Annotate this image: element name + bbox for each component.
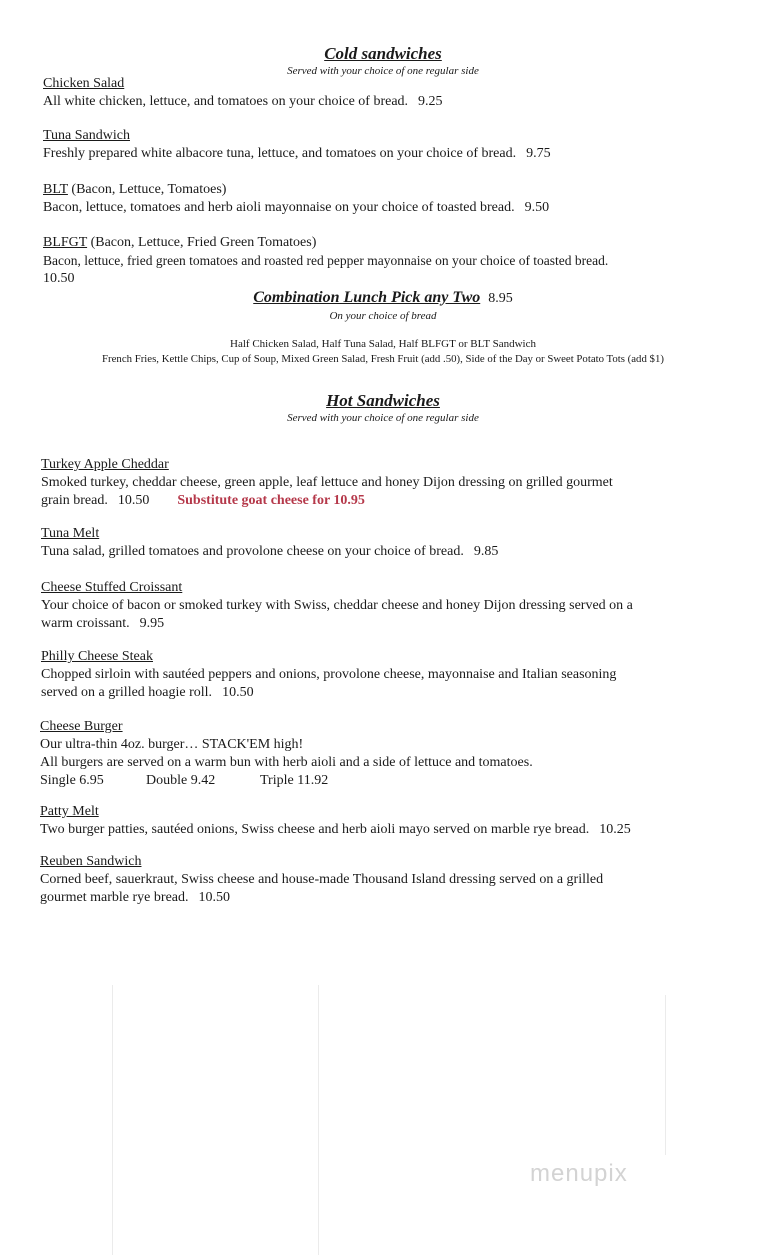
item-price: 10.50 xyxy=(222,685,254,700)
item-desc: All white chicken, lettuce, and tomatoes on your choice of bread. xyxy=(43,94,409,109)
item-price: 9.85 xyxy=(473,544,499,559)
menu-item-cheese-stuffed-croissant xyxy=(41,579,633,633)
item-desc: Your choice of bacon or smoked turkey with Swiss, cheddar cheese and honey Dijon dressing served on a xyxy=(41,598,633,613)
item-price: 10.50 xyxy=(117,493,150,508)
menu-item-blfgt xyxy=(43,234,608,288)
menu-item-cheese-burger xyxy=(40,718,533,790)
item-price: 9.75 xyxy=(526,146,551,161)
item-desc: Bacon, lettuce, fried green tomatoes and roasted red pepper mayonnaise on your choice of toasted bread. xyxy=(43,253,609,268)
scan-artifact xyxy=(318,985,319,1255)
size-single-price: Single 6.95 xyxy=(40,773,104,788)
scan-artifact xyxy=(665,995,666,1155)
menu-item-philly-cheese-steak xyxy=(41,648,616,702)
item-desc-cont: All burgers are served on a warm bun with herb aioli and a side of lettuce and tomatoes. xyxy=(40,755,533,770)
menu-item-blt xyxy=(43,181,549,217)
item-name: Chicken Salad xyxy=(43,76,125,91)
item-paren: (Bacon, Lettuce, Fried Green Tomatoes) xyxy=(90,235,317,250)
item-name: Patty Melt xyxy=(40,804,99,819)
combo-side-options: French Fries, Kettle Chips, Cup of Soup, Mixed Green Salad, Fresh Fruit (add .50), Side of the Day or Sweet Potato Tots (add $1) xyxy=(102,353,664,365)
combo-section xyxy=(0,288,766,323)
item-name: Tuna Sandwich xyxy=(43,128,130,143)
item-desc: Tuna salad, grilled tomatoes and provolone cheese on your choice of bread. xyxy=(41,544,464,559)
item-desc: Corned beef, sauerkraut, Swiss cheese and house-made Thousand Island dressing served on a grilled xyxy=(40,872,604,887)
cold-section-title: Cold sandwiches xyxy=(324,44,442,63)
item-desc: Bacon, lettuce, tomatoes and herb aioli mayonnaise on your choice of toasted bread. xyxy=(43,200,515,215)
item-price: 9.95 xyxy=(139,616,165,631)
item-name: BLT xyxy=(43,182,68,197)
burger-size-prices xyxy=(40,772,533,790)
menu-item-chicken-salad xyxy=(43,75,443,111)
item-name: Cheese Burger xyxy=(40,719,123,734)
item-desc-cont: grain bread. xyxy=(41,493,108,508)
cold-section-header xyxy=(0,44,766,78)
item-desc: Chopped sirloin with sautéed peppers and onions, provolone cheese, mayonnaise and Italian seasoning xyxy=(41,667,617,682)
item-price: 9.50 xyxy=(524,200,550,215)
item-name: Philly Cheese Steak xyxy=(41,649,153,664)
hot-section-subtitle: Served with your choice of one regular side xyxy=(287,412,479,424)
item-price: 10.25 xyxy=(599,822,631,837)
combo-options xyxy=(0,337,766,367)
menu-item-tuna-sandwich xyxy=(43,127,551,163)
item-price: 9.25 xyxy=(418,94,443,109)
substitution-note: Substitute goat cheese for 10.95 xyxy=(177,493,365,508)
size-triple-price: Triple 11.92 xyxy=(260,773,329,788)
item-name: Tuna Melt xyxy=(41,526,100,541)
scan-artifact xyxy=(112,985,113,1255)
hot-section-title: Hot Sandwiches xyxy=(326,391,440,410)
menupix-watermark: menupix xyxy=(530,1160,628,1187)
hot-section-header xyxy=(0,391,766,425)
item-desc-cont: gourmet marble rye bread. xyxy=(40,890,189,905)
combo-price: 8.95 xyxy=(488,291,513,306)
item-name: BLFGT xyxy=(43,235,88,250)
combo-subtitle: On your choice of bread xyxy=(329,310,437,322)
size-double-price: Double 9.42 xyxy=(146,773,216,788)
item-desc-cont: warm croissant. xyxy=(41,616,130,631)
item-paren: (Bacon, Lettuce, Tomatoes) xyxy=(71,182,227,197)
item-desc-cont: served on a grilled hoagie roll. xyxy=(41,685,213,700)
combo-title: Combination Lunch Pick any Two xyxy=(253,289,481,306)
item-price: 10.50 xyxy=(43,271,75,286)
item-name: Turkey Apple Cheddar xyxy=(41,457,169,472)
menu-item-reuben-sandwich xyxy=(40,853,603,907)
cold-section-subtitle: Served with your choice of one regular side xyxy=(287,65,479,77)
item-name: Cheese Stuffed Croissant xyxy=(41,580,183,595)
menu-item-turkey-apple-cheddar xyxy=(41,456,613,510)
menu-item-tuna-melt xyxy=(41,525,498,561)
menu-item-patty-melt xyxy=(40,803,631,839)
item-price: 10.50 xyxy=(198,890,230,905)
item-desc: Our ultra-thin 4oz. burger… STACK'EM high! xyxy=(40,737,304,752)
item-desc: Smoked turkey, cheddar cheese, green apple, leaf lettuce and honey Dijon dressing on grilled gourmet xyxy=(41,475,613,490)
combo-sandwich-options: Half Chicken Salad, Half Tuna Salad, Half BLFGT or BLT Sandwich xyxy=(230,338,536,350)
item-desc: Freshly prepared white albacore tuna, lettuce, and tomatoes on your choice of bread. xyxy=(43,146,517,161)
item-desc: Two burger patties, sautéed onions, Swiss cheese and herb aioli mayo served on marble rye bread. xyxy=(40,822,590,837)
item-name: Reuben Sandwich xyxy=(40,854,142,869)
